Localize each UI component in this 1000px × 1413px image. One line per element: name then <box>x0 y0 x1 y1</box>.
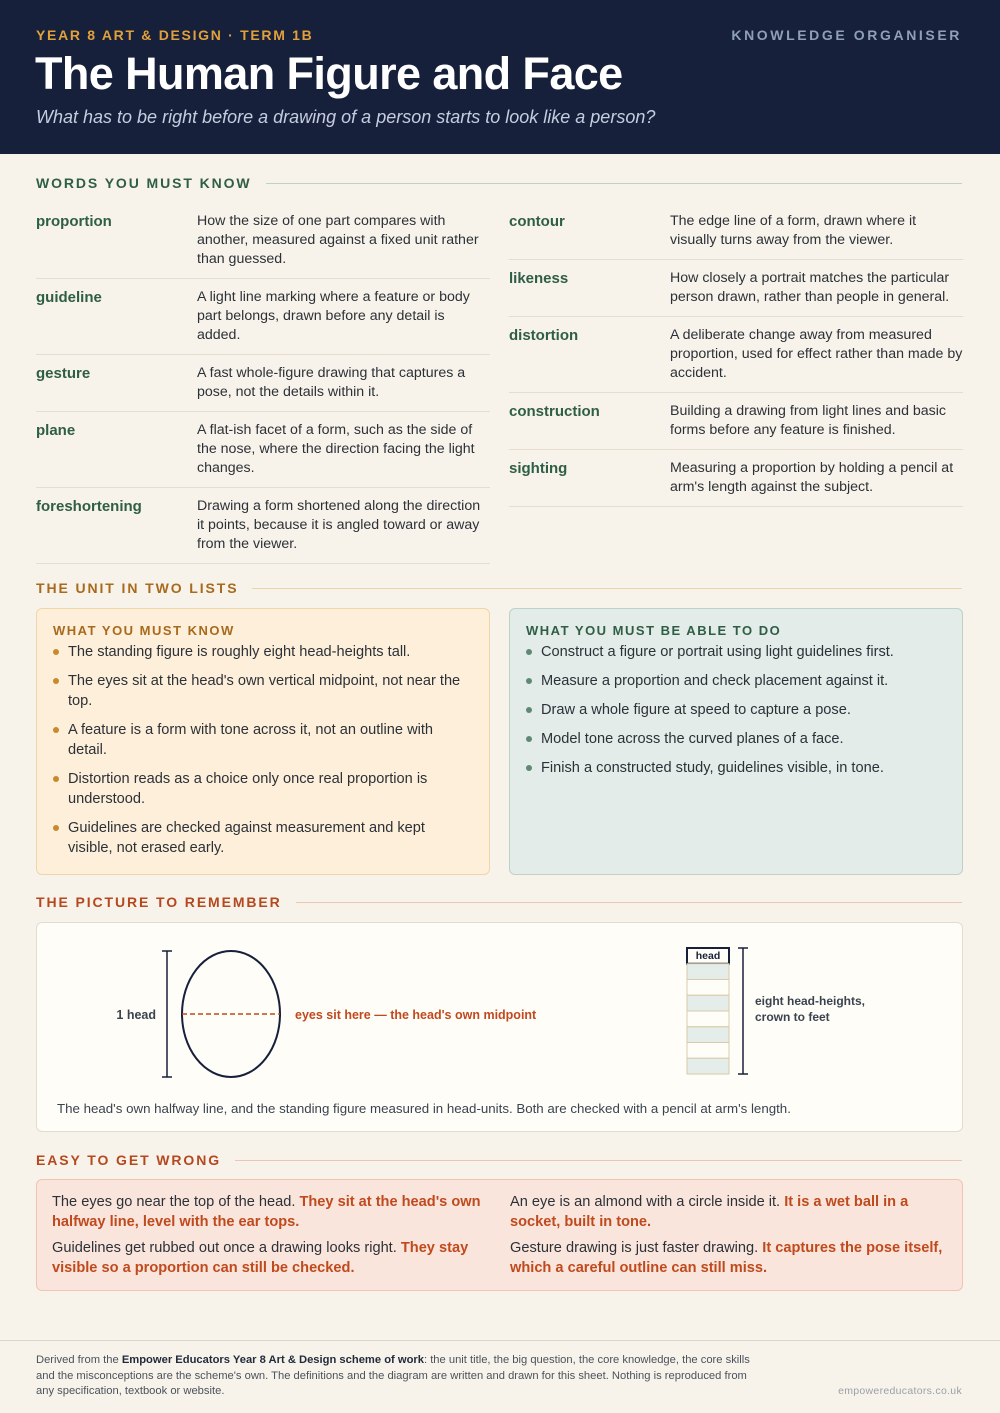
glossary-definition: Building a drawing from light lines and basic forms before any feature is finished. <box>670 403 947 438</box>
list-item <box>53 642 473 662</box>
section-heading-text: THE PICTURE TO REMEMBER <box>36 894 282 910</box>
glossary-definition: A fast whole-figure drawing that captures a pose, not the details within it. <box>197 365 466 400</box>
glossary-row <box>509 450 963 507</box>
list-item-text: The eyes sit at the head's own vertical midpoint, not near the top. <box>68 673 461 709</box>
glossary-row <box>36 412 490 488</box>
figure-height-label-line1: eight head-heights, <box>755 994 866 1008</box>
head-unit-block <box>687 1027 729 1043</box>
head-unit-block <box>687 995 729 1011</box>
glossary-term: contour <box>509 213 565 230</box>
must-do-title: WHAT YOU MUST BE ABLE TO DO <box>526 623 782 638</box>
list-item-text: Construct a figure or portrait using light guidelines first. <box>541 644 894 660</box>
diagram-caption: The head's own halfway line, and the standing figure measured in head-units. Both are checked with a pencil at arm's length. <box>57 1101 791 1116</box>
glossary-definition: A flat-ish facet of a form, such as the side of the nose, where the direction facing the light changes. <box>197 422 475 476</box>
section-heading-picture <box>36 894 962 910</box>
course-kicker: YEAR 8 ART & DESIGN · TERM 1B <box>36 27 314 43</box>
glossary-row <box>509 393 963 450</box>
head-unit-block <box>687 1058 729 1074</box>
eye-midpoint-label: eyes sit here — the head's own midpoint <box>295 1008 537 1022</box>
misconception-text: Gesture drawing is just faster drawing. <box>510 1240 759 1256</box>
must-know-list <box>53 642 473 858</box>
section-rule <box>296 902 962 903</box>
glossary-term: construction <box>509 403 600 420</box>
bullet-icon <box>53 678 59 684</box>
misconception-text: An eye is an almond with a circle inside it. <box>510 1194 781 1210</box>
glossary-definition: Drawing a form shortened along the direction it points, because it is angled toward or away from the viewer. <box>197 498 481 552</box>
bullet-icon <box>526 649 532 655</box>
page-title: The Human Figure and Face <box>35 48 623 99</box>
section-heading-lists <box>36 580 962 596</box>
list-item-text: Guidelines are checked against measurement and kept visible, not erased early. <box>68 820 425 856</box>
must-do-list <box>526 642 946 778</box>
proportion-diagram <box>36 922 963 1132</box>
misconception-item <box>510 1192 950 1232</box>
glossary-right-column <box>509 203 963 507</box>
glossary-row <box>36 355 490 412</box>
glossary-term: guideline <box>36 289 102 306</box>
list-item-text: Measure a proportion and check placement against it. <box>541 673 889 689</box>
glossary-left-column <box>36 203 490 564</box>
footer-divider <box>0 1340 1000 1341</box>
list-item <box>53 671 473 711</box>
list-item <box>53 818 473 858</box>
list-item <box>53 720 473 760</box>
glossary-row <box>36 488 490 564</box>
document-type-tag: KNOWLEDGE ORGANISER <box>731 27 962 43</box>
glossary-row <box>36 203 490 279</box>
list-item <box>53 769 473 809</box>
head-unit-label: 1 head <box>116 1008 156 1022</box>
list-item-text: Distortion reads as a choice only once real proportion is understood. <box>68 771 428 807</box>
list-item <box>526 642 946 662</box>
section-rule <box>235 1160 962 1161</box>
glossary-definition: A deliberate change away from measured proportion, used for effect rather than made by accident. <box>670 327 963 381</box>
bullet-icon <box>53 776 59 782</box>
section-heading-text: EASY TO GET WRONG <box>36 1152 222 1168</box>
section-heading-text: WORDS YOU MUST KNOW <box>36 175 252 191</box>
figure-height-label-line2: crown to feet <box>755 1010 830 1024</box>
big-question: What has to be right before a drawing of a person starts to look like a person? <box>36 107 656 127</box>
footer-source: Empower Educators Year 8 Art & Design scheme of work <box>121 1354 424 1366</box>
correction-text: It captures the pose itself, which a careful outline can still miss. <box>510 1240 943 1276</box>
glossary-row <box>509 260 963 317</box>
glossary-definition: A light line marking where a feature or body part belongs, drawn before any detail is added. <box>197 289 470 343</box>
glossary-term: proportion <box>36 213 112 230</box>
footer-rest: : the unit title, the big question, the core knowledge, the core skills and the misconceptions are the scheme's own. The definitions and the diagram are written and drawn for this sheet. Nothing is reproduced from any specification, textbook or website. <box>36 1354 750 1397</box>
head-unit-block <box>687 1011 729 1027</box>
list-item <box>526 758 946 778</box>
bullet-icon <box>526 678 532 684</box>
footer-url[interactable]: empowereducators.co.uk <box>838 1385 962 1397</box>
misconception-item <box>52 1192 492 1232</box>
glossary-definition: How closely a portrait matches the particular person drawn, rather than people in general. <box>670 270 950 305</box>
footer-attribution <box>36 1353 756 1400</box>
must-know-title: WHAT YOU MUST KNOW <box>53 623 235 638</box>
glossary-row <box>509 317 963 393</box>
correction-text: They sit at the head's own halfway line, level with the ear tops. <box>52 1194 481 1230</box>
list-item-text: Draw a whole figure at speed to capture a pose. <box>541 702 851 718</box>
list-item <box>526 671 946 691</box>
page-header <box>0 0 1000 154</box>
bullet-icon <box>53 649 59 655</box>
list-item <box>526 729 946 749</box>
correction-text: They stay visible so a proportion can still be checked. <box>52 1240 469 1276</box>
footer-prefix: Derived from the <box>36 1354 122 1366</box>
glossary-definition: The edge line of a form, drawn where it visually turns away from the viewer. <box>670 213 917 248</box>
section-heading-text: THE UNIT IN TWO LISTS <box>36 580 239 596</box>
list-item <box>526 700 946 720</box>
glossary-term: sighting <box>509 460 568 477</box>
stack-head-label: head <box>695 950 721 962</box>
misconception-text: Guidelines get rubbed out once a drawing looks right. <box>52 1240 397 1256</box>
correction-text: It is a wet ball in a socket, built in tone. <box>510 1194 909 1230</box>
glossary-term: plane <box>36 422 76 439</box>
list-item-text: A feature is a form with tone across it, not an outline with detail. <box>68 722 434 758</box>
head-unit-stack <box>687 948 729 1074</box>
bullet-icon <box>53 825 59 831</box>
glossary-term: distortion <box>509 327 579 344</box>
must-know-box <box>36 608 490 875</box>
glossary-row <box>36 279 490 355</box>
misconception-item <box>52 1238 492 1278</box>
glossary-term: likeness <box>509 270 569 287</box>
list-item-text: Finish a constructed study, guidelines visible, in tone. <box>541 760 884 776</box>
glossary-definition: How the size of one part compares with another, measured against a fixed unit rather than guessed. <box>197 213 479 267</box>
head-unit-block <box>687 964 729 980</box>
section-heading-words <box>36 175 962 191</box>
bullet-icon <box>53 727 59 733</box>
glossary-term: gesture <box>36 365 91 382</box>
misconceptions-box <box>36 1179 963 1291</box>
glossary-definition: Measuring a proportion by holding a pencil at arm's length against the subject. <box>670 460 954 495</box>
section-rule <box>252 588 962 589</box>
misconception-item <box>510 1238 950 1278</box>
section-heading-misconceptions <box>36 1152 962 1168</box>
list-item-text: The standing figure is roughly eight head-heights tall. <box>68 644 411 660</box>
misconception-text: The eyes go near the top of the head. <box>52 1194 296 1210</box>
must-do-box <box>509 608 963 875</box>
bullet-icon <box>526 707 532 713</box>
glossary-term: foreshortening <box>36 498 142 515</box>
glossary-row <box>509 203 963 260</box>
section-rule <box>266 183 962 184</box>
head-unit-block <box>687 1043 729 1059</box>
bullet-icon <box>526 765 532 771</box>
list-item-text: Model tone across the curved planes of a face. <box>541 731 844 747</box>
bullet-icon <box>526 736 532 742</box>
head-unit-block <box>687 980 729 996</box>
